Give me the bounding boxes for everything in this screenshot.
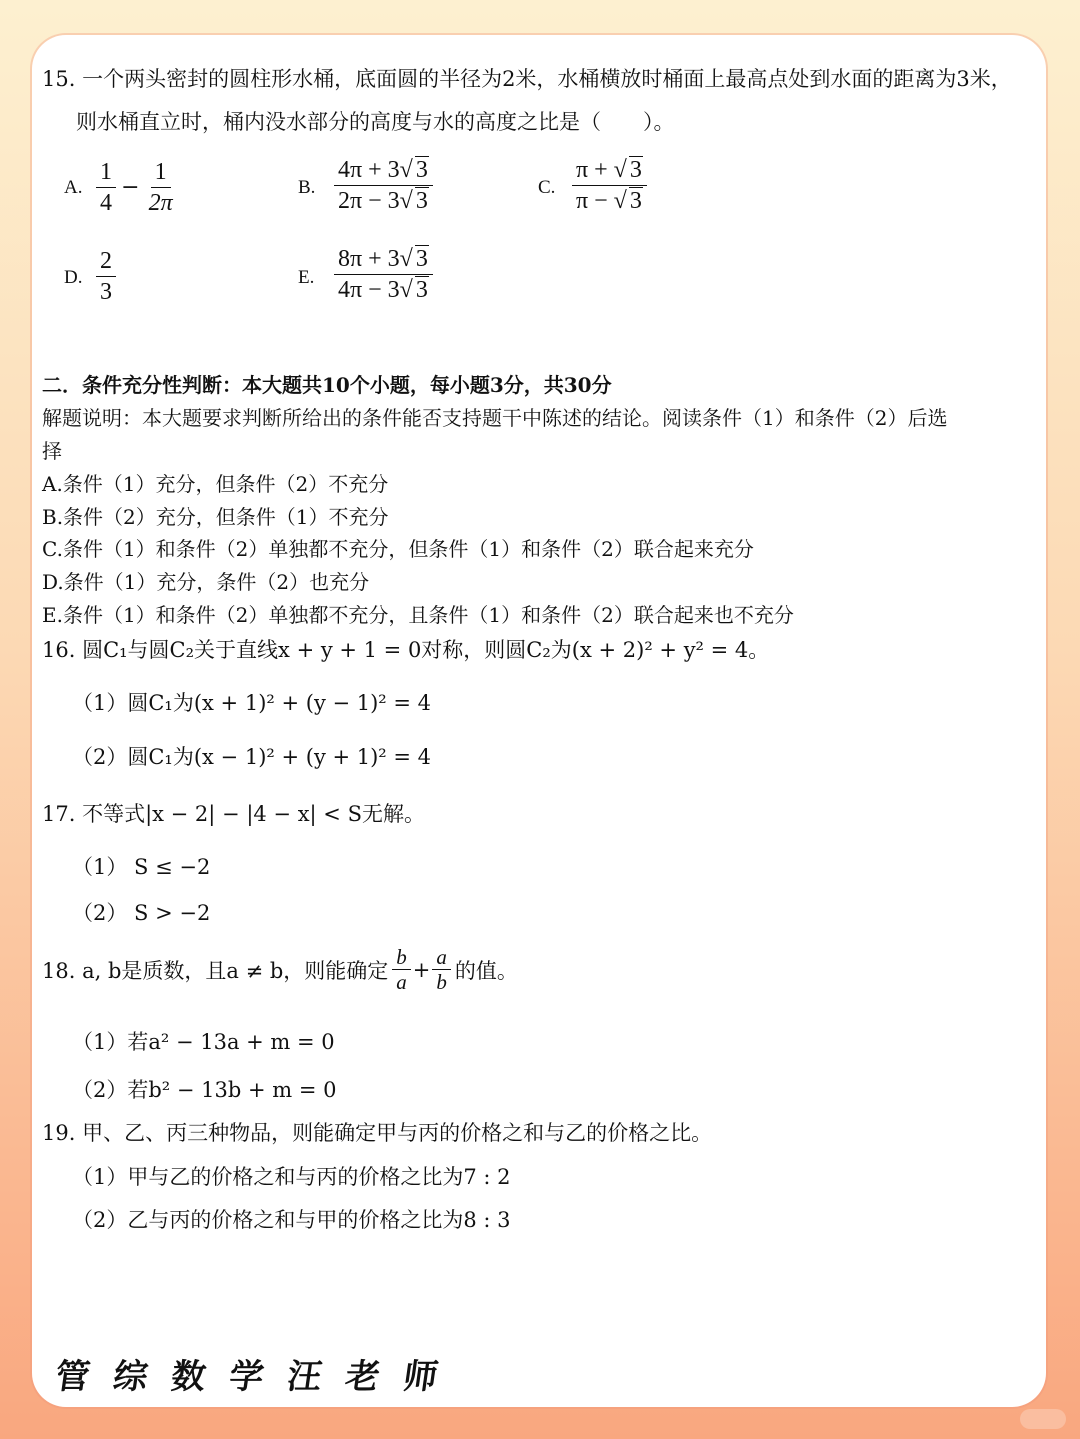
radicand: 3 [629, 188, 642, 214]
footer-signature: 管综数学汪老师 [52, 1357, 465, 1397]
radicand: 3 [415, 277, 428, 303]
frac-num: π + [576, 157, 614, 183]
radicand: 3 [415, 157, 428, 183]
q16-stem: 16. 圆C₁与圆C₂关于直线x + y + 1 = 0对称，则圆C₂为(x + 2)² + y² = 4。 [42, 638, 770, 662]
q17-condition-1: （1） S ≤ −2 [72, 855, 211, 879]
frac-num: 2 [96, 246, 116, 277]
q19-stem: 19. 甲、乙、丙三种物品，则能确定甲与丙的价格之和与乙的价格之比。 [42, 1121, 713, 1145]
q15-line1: 15. 一个两头密封的圆柱形水桶，底面圆的半径为2米，水桶横放时桶面上最高点处到水面的距离为3米， [42, 67, 1012, 91]
section2-option-e: E.条件（1）和条件（2）单独都不充分，且条件（1）和条件（2）联合起来也不充分 [42, 603, 794, 627]
q15-option-a [96, 157, 177, 218]
minus-sign: − [121, 175, 140, 200]
frac-den: π − [576, 188, 614, 214]
plus-sign: + [412, 957, 431, 982]
corner-pill [1020, 1409, 1066, 1429]
radicand: 3 [415, 246, 428, 272]
q15-option-a-label: A. [64, 177, 83, 198]
q16-condition-2: （2）圆C₁为(x − 1)² + (y + 1)² = 4 [72, 745, 432, 769]
section2-desc-line2: 择 [42, 439, 62, 463]
q16-condition-1: （1）圆C₁为(x + 1)² + (y − 1)² = 4 [72, 691, 432, 715]
q17-condition-2: （2） S > −2 [72, 901, 211, 925]
q15-option-c: $\frac{\pi + √ 3}{\pi - √ 3}$ [572, 155, 647, 216]
section2-desc-line1: 解题说明：本大题要求判断所给出的条件能否支持题干中陈述的结论。阅读条件（1）和条件（2）后选 [42, 406, 948, 430]
q18-stem-post: 的值。 [454, 958, 518, 983]
section2-option-d: D.条件（1）充分，条件（2）也充分 [42, 570, 370, 594]
section2-option-b: B.条件（2）充分，但条件（1）不充分 [42, 505, 389, 529]
q15-option-d [96, 246, 116, 307]
frac-den: 3 [100, 279, 112, 305]
radicand: 3 [415, 188, 428, 214]
q18-stem [42, 945, 518, 994]
section2-option-a: A.条件（1）充分，但条件（2）不充分 [42, 472, 389, 496]
q18-stem-pre: 18. a, b是质数，且a ≠ b，则能确定 [42, 958, 389, 983]
q18-condition-1: （1）若a² − 13a + m = 0 [72, 1030, 335, 1054]
frac-den: a [396, 970, 407, 994]
frac-num: 1 [96, 157, 116, 188]
q15-option-e-label: E. [298, 267, 315, 288]
frac-num: a [432, 945, 451, 970]
frac-num: 1 [151, 157, 171, 188]
frac-num: b [392, 945, 411, 970]
q19-condition-2: （2）乙与丙的价格之和与甲的价格之比为8 : 3 [72, 1208, 511, 1232]
frac-num: 8π + 3 [338, 246, 400, 272]
section2-heading: 二．条件充分性判断：本大题共10个小题，每小题3分，共30分 [42, 373, 612, 397]
frac-den: 4π − 3 [338, 277, 400, 303]
q15-option-b-label: B. [298, 177, 316, 198]
frac-den: 2π [148, 190, 173, 216]
q17-stem: 17. 不等式|x − 2| − |4 − x| < S无解。 [42, 802, 425, 826]
frac-num: 4π + 3 [338, 157, 400, 183]
q18-condition-2: （2）若b² − 13b + m = 0 [72, 1078, 337, 1102]
radicand: 3 [629, 157, 642, 183]
q19-condition-1: （1）甲与乙的价格之和与丙的价格之比为7 : 2 [72, 1165, 511, 1189]
section2-option-c: C.条件（1）和条件（2）单独都不充分，但条件（1）和条件（2）联合起来充分 [42, 537, 754, 561]
frac-den: b [436, 970, 447, 994]
q15-option-b: $\frac{4\pi + 3√ 3}{2\pi - 3√ 3}$ [334, 155, 433, 216]
document-card [32, 35, 1046, 1407]
q15-option-d-label: D. [64, 267, 83, 288]
frac-den: 2π − 3 [338, 188, 400, 214]
frac-den: 4 [100, 190, 112, 216]
q15-line2: 则水桶直立时，桶内没水部分的高度与水的高度之比是（ ）。 [76, 110, 675, 134]
q15-option-e: $\frac{8\pi + 3√ 3}{4\pi - 3√ 3}$ [334, 244, 433, 305]
q15-option-c-label: C. [538, 177, 556, 198]
